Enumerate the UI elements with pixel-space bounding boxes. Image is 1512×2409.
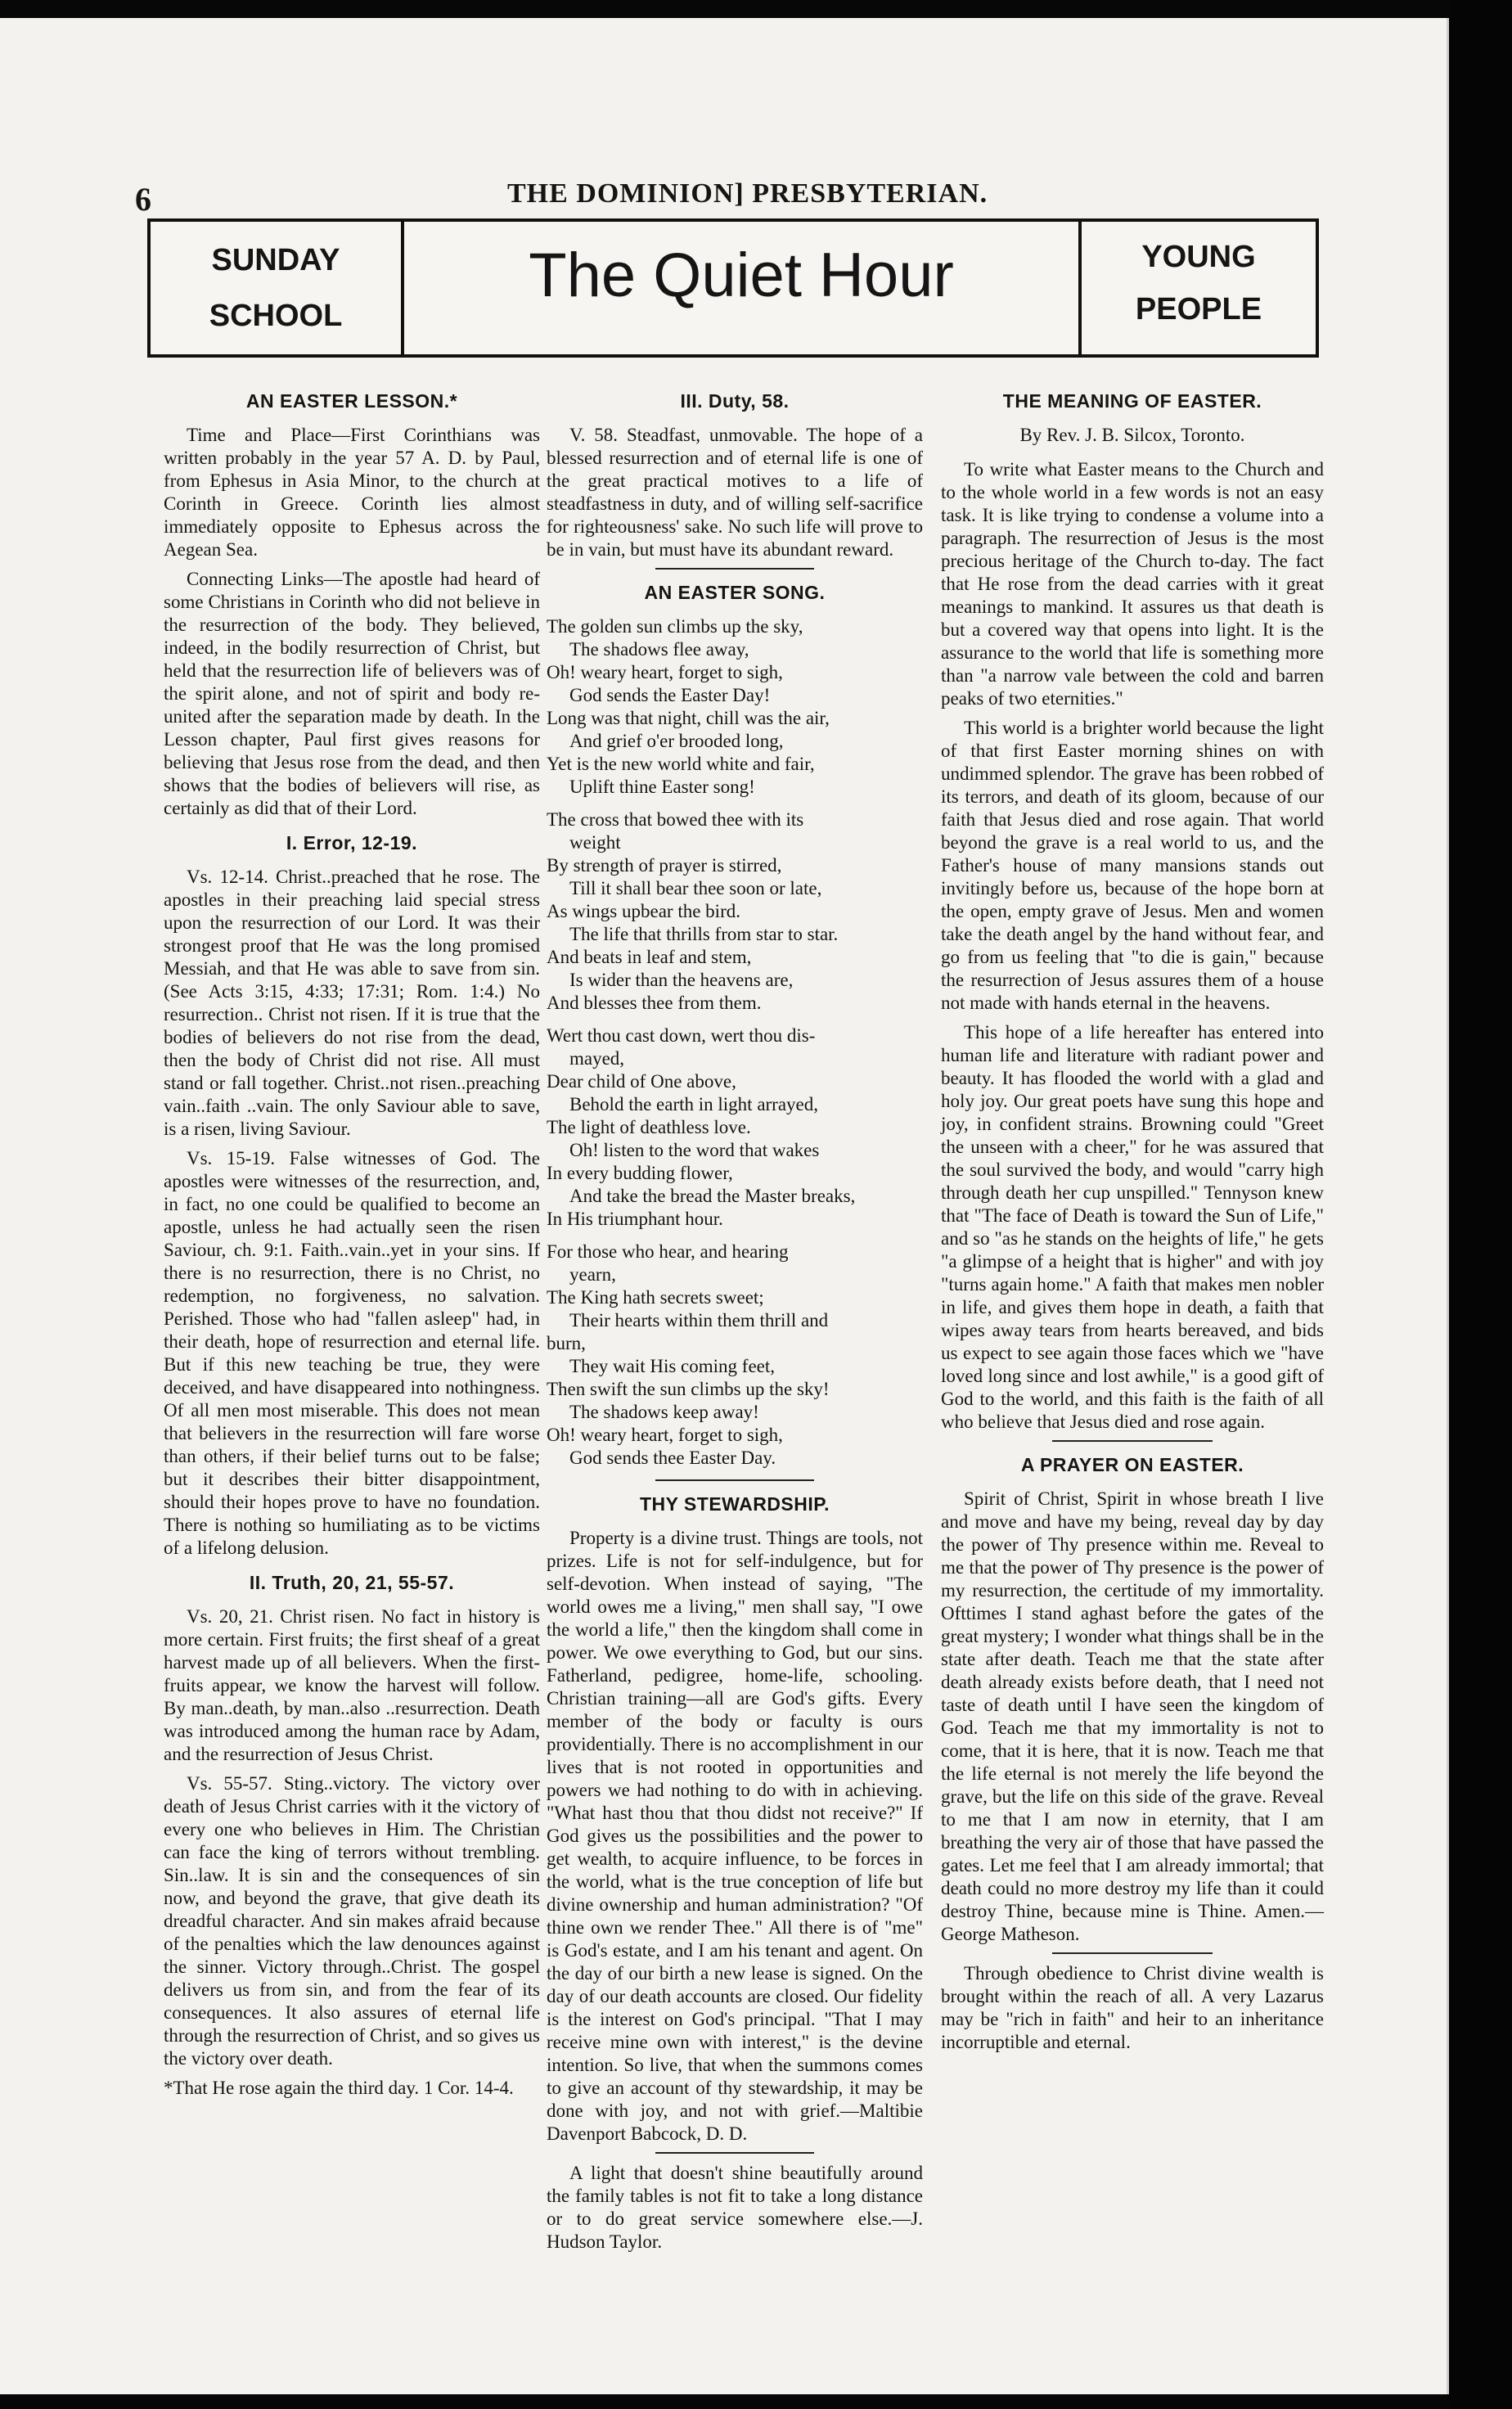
poem-line: God sends thee Easter Day. xyxy=(569,1448,776,1468)
column-young-people xyxy=(941,378,1324,2060)
section-heading: III. Duty, 58. xyxy=(680,390,790,412)
poem-line: In His triumphant hour. xyxy=(547,1209,723,1229)
banner-right-line1: YOUNG xyxy=(1141,240,1256,274)
section-heading: II. Truth, 20, 21, 55-57. xyxy=(249,1572,455,1593)
poem-line: Uplift thine Easter song! xyxy=(569,777,755,797)
banner-right-line2: PEOPLE xyxy=(1135,292,1262,326)
paragraph: This world is a brighter world because the light of that first Easter morning shines on with undimmed splendor. The grave has been robbed of its terrors, and death of its gloom, because of our faith that Jesus died and rose again. That world beyond the grave is a real world to us, and the Father's house of many mansions stands out invitingly before us, because of the hope born at the open, empty grave of Jesus. Men and women take the death angel by the hand without fear, and go from us feeling that "to die is gain," because the resurrection of Jesus assures them of a house not made with hands eternal in the heavens. xyxy=(941,718,1324,1013)
poem-line: Till it shall bear thee soon or late, xyxy=(569,878,822,898)
poem-stanza xyxy=(547,1241,923,1470)
poem-line: The life that thrills from star to star. xyxy=(569,924,839,944)
paragraph: Vs. 15-19. False witnesses of God. The apostles were witnesses of the resurrection, and, in fact, no one could be qualified to become an apostle, unless he had actually seen the risen Saviour, ch. 9:1. Faith..vain..yet in your sins. If there is no resurrection, there is no Christ, no redemption, no forgiveness, no salvation. Perished. Those who had "fallen asleep" had, in their death, hope of resurrection and eternal life. But if this new teaching be true, they were deceived, and have disappeared into nothingness. Of all men most miserable. This does not mean that believers in the resurrection will fare worse than others, if their belief turns out to be false; but it describes their bitter disappointment, should their hopes prove to have no foundation. There is nothing so humiliating as to be victims of a lifelong delusion. xyxy=(164,1148,540,1558)
poem-heading: AN EASTER SONG. xyxy=(644,582,826,603)
paragraph: Connecting Links—The apostle had heard of some Christians in Corinth who did not believe in the resurrection of the body. They believed, indeed, in the bodily resurrection of Christ, but held that the resurrection life of believers was of the spirit alone, and not of spirit and body re-united after the separation made by death. In the Lesson chapter, Paul first gives reasons for believing that Jesus rose from the dead, and then shows that the bodies of believers will rise, as certainly as did that of their Lord. xyxy=(164,569,540,818)
poem-line: Oh! listen to the word that wakes xyxy=(569,1140,820,1160)
poem-stanza xyxy=(547,808,923,1015)
divider xyxy=(1052,1440,1213,1442)
banner-title: The Quiet Hour xyxy=(529,241,954,310)
poem-line: The light of deathless love. xyxy=(547,1117,751,1137)
poem-line: The cross that bowed thee with its xyxy=(547,809,804,830)
poem-line: Dear child of One above, xyxy=(547,1071,736,1092)
paragraph: Time and Place—First Corinthians was written probably in the year 57 A. D. by Paul, from Ephesus in Asia Minor, to the church at Corinth in Greece. Corinth lies almost immediately opposite to Ephesus across the Aegean Sea. xyxy=(164,425,540,560)
poem-line: Oh! weary heart, forget to sigh, xyxy=(547,662,783,682)
newspaper-page xyxy=(0,18,1449,2394)
running-title: THE DOMINION] PRESBYTERIAN. xyxy=(507,178,988,209)
paragraph: Property is a divine trust. Things are tools, not prizes. Life is not for self-indulgence, but for self-devotion. When instead of saying, "The world owes me a living," men shall say, "I owe the world a life," then the kingdom shall come in power. We owe everything to God, but our sins. Fatherland, pedigree, home-life, schooling. Christian training—all are God's gifts. Every member of the body or faculty is ours providentially. There is no accomplishment in our lives that is not rooted in opportunities and powers we had nothing to do with in achieving. "What hast thou that thou didst not receive?" If God gives us the possibilities and the power to get wealth, to acquire influence, to be forces in the world, what is the true conception of life but divine ownership and human administration? "Of thine own we render Thee." All there is of "me" is God's estate, and I am his tenant and agent. On the day of our birth a new lease is signed. On the day of our death accounts are closed. Our fidelity is the interest on God's principal. "That I may receive mine own with interest," is the devine intention. So live, that when the summons comes to give an account of thy stewardship, it may be done with joy, and not with grief.—Maltibie Davenport Babcock, D. D. xyxy=(547,1528,923,2144)
paragraph: Vs. 12-14. Christ..preached that he rose. The apostles in their preaching laid special stress upon the resurrection of our Lord. It was their strongest proof that He was the long promised Messiah, and that He was able to save from sin. (See Acts 3:15, 4:33; 17:31; Rom. 1:4.) No resurrection.. Christ not risen. If it is true that the bodies of believers do not rise from the dead, then the body of Christ did not rise. All must stand or fall together. Christ..not risen..preaching vain..faith ..vain. The only Saviour able to save, is a risen, living Saviour. xyxy=(164,867,540,1139)
divider xyxy=(655,568,813,570)
poem-line: Then swift the sun climbs up the sky! xyxy=(547,1379,830,1399)
article-heading: A PRAYER ON EASTER. xyxy=(1020,1454,1244,1475)
banner-left-line1: SUNDAY xyxy=(211,243,340,277)
poem-line: By strength of prayer is stirred, xyxy=(547,855,782,876)
poem-line: The golden sun climbs up the sky, xyxy=(547,616,803,637)
poem-line: The shadows flee away, xyxy=(569,639,749,660)
poem-line: And beats in leaf and stem, xyxy=(547,947,752,967)
column-sunday-school xyxy=(164,378,540,2106)
paragraph: Vs. 20, 21. Christ risen. No fact in history is more certain. First fruits; the first sheaf of a great harvest made up of all believers. When the first-fruits appear, we know the harvest will follow. By man..death, by man..also ..resurrection. Death was introduced among the human race by Adam, and the resurrection of Jesus Christ. xyxy=(164,1606,540,1764)
poem-line: Yet is the new world white and fair, xyxy=(547,754,815,774)
poem xyxy=(547,615,923,1470)
poem-line: Long was that night, chill was the air, xyxy=(547,708,830,728)
byline: By Rev. J. B. Silcox, Toronto. xyxy=(1019,425,1245,445)
paragraph: A light that doesn't shine beautifully around the family tables is not fit to take a long distance or to do great service somewhere else.—J. Hudson Taylor. xyxy=(547,2163,923,2252)
poem-line: For those who hear, and hearing xyxy=(547,1241,789,1262)
page-number: 6 xyxy=(135,181,151,218)
poem-line: As wings upbear the bird. xyxy=(547,901,740,921)
poem-line: Behold the earth in light arrayed, xyxy=(569,1094,819,1114)
article-heading: THY STEWARDSHIP. xyxy=(639,1493,830,1515)
paragraph: This hope of a life hereafter has entered into human life and literature with radiant power and beauty. It has flooded the world with a glad and holy joy. Our great poets have sung this hope and joy, in confident strains. Browning could "Greet the unseen with a cheer," for he was assured that the soul survived the body, and would "carry high through death her cup unspilled." Tennyson knew that "The face of Death is toward the Sun of Life," and so "as he stands on the heights of life," he gets "a glimpse of a height that is higher" and with joy "turns again home." A faith that makes men nobler in life, and gives them hope in death, a faith that wipes away tears from hearts bereaved, and bids us expect to see again those faces which we "have loved long since and lost awhile," is a good gift of God to the world, and this faith is the faith of all who believe that Jesus died and rose again. xyxy=(941,1022,1324,1432)
poem-line: The shadows keep away! xyxy=(569,1402,759,1422)
poem-line: burn, xyxy=(547,1333,586,1353)
article-heading: AN EASTER LESSON.* xyxy=(245,390,458,412)
footnote: *That He rose again the third day. 1 Cor. 14-4. xyxy=(164,2078,514,2098)
banner-left-line2: SCHOOL xyxy=(209,299,343,333)
paragraph: Spirit of Christ, Spirit in whose breath I live and move and have my being, reveal day by day the power of Thy presence within me. Reveal to me that the power of Thy presence is the power of my resurrection, the certitude of my immortality. Ofttimes I stand aghast before the gates of the great mystery; I wonder what things shall be in the state after death. Teach me that the state after death already exists before death, that I need not taste of death until I have seen the kingdom of God. Teach me that my immortality is not to come, that it is here, that it is now. Teach me that the life eternal is not merely the life beyond the grave, but the life on this side of the grave. Reveal to me that I am now in eternity, that I am breathing the very air of those that have passed the gates. Let me feel that I am already immortal; that death could no more destroy my life than it could destroy Thine, because mine is Thine. Amen.—George Matheson. xyxy=(941,1488,1324,1944)
poem-line: weight xyxy=(569,832,621,853)
poem-line: Oh! weary heart, forget to sigh, xyxy=(547,1425,783,1445)
section-banner xyxy=(147,218,1319,358)
poem-line: Is wider than the heavens are, xyxy=(569,970,794,990)
poem-line: God sends the Easter Day! xyxy=(569,685,771,705)
banner-left-box xyxy=(151,222,404,354)
poem-line: The King hath secrets sweet; xyxy=(547,1287,764,1308)
poem-line: And take the bread the Master breaks, xyxy=(569,1186,856,1206)
poem-line: And grief o'er brooded long, xyxy=(569,731,784,751)
paragraph: Through obedience to Christ divine wealth is brought within the reach of all. A very Lazarus may be "rich in faith" and heir to an inheritance incorruptible and eternal. xyxy=(941,1963,1324,2052)
poem-line: In every budding flower, xyxy=(547,1163,733,1183)
divider xyxy=(655,2152,813,2154)
poem-stanza xyxy=(547,615,923,799)
paragraph: V. 58. Steadfast, unmovable. The hope of a blessed resurrection and of eternal life is one of the great practical motives to a life of steadfastness in duty, and of willing self-sacrifice for righteousness' sake. No such life will prove to be in vain, but must have its abundant reward. xyxy=(547,425,923,560)
poem-line: Their hearts within them thrill and xyxy=(569,1310,829,1331)
poem-line: They wait His coming feet, xyxy=(569,1356,776,1376)
divider xyxy=(655,1479,813,1481)
divider xyxy=(1052,1952,1213,1954)
banner-right-box xyxy=(1078,222,1316,354)
poem-line: mayed, xyxy=(569,1048,625,1069)
scan-border xyxy=(1449,0,1512,2409)
poem-line: yearn, xyxy=(569,1264,616,1285)
article-heading: THE MEANING OF EASTER. xyxy=(1002,390,1262,412)
paragraph: To write what Easter means to the Church and to the whole world in a few words is not an easy task. It is like trying to condense a volume into a paragraph. The resurrection of Jesus is the most precious heritage of the Church to-day. The fact that He rose from the dead carries with it great meanings to mankind. It assures us that death is but a covered way that opens into light. It is the assurance to the world that life is something more than "a narrow vale between the cold and barren peaks of two eternities." xyxy=(941,459,1324,709)
poem-line: Wert thou cast down, wert thou dis- xyxy=(547,1025,816,1046)
poem-line: And blesses thee from them. xyxy=(547,993,762,1013)
paragraph: Vs. 55-57. Sting..victory. The victory over death of Jesus Christ carries with it the victory of every one who believes in Him. The Christian can face the king of terrors without trembling. Sin..law. It is sin and the consequences of sin now, and beyond the grave, that give death its dreadful character. And sin makes afraid because of the penalties which the law denounces against the sinner. Victory through..Christ. The gospel delivers us from sin, and from the fear of its consequences. It also assures of eternal life through the resurrection of Christ, and so gives us the victory over death. xyxy=(164,1773,540,2069)
column-middle xyxy=(547,378,923,2260)
poem-stanza xyxy=(547,1024,923,1231)
section-heading: I. Error, 12-19. xyxy=(286,832,418,853)
